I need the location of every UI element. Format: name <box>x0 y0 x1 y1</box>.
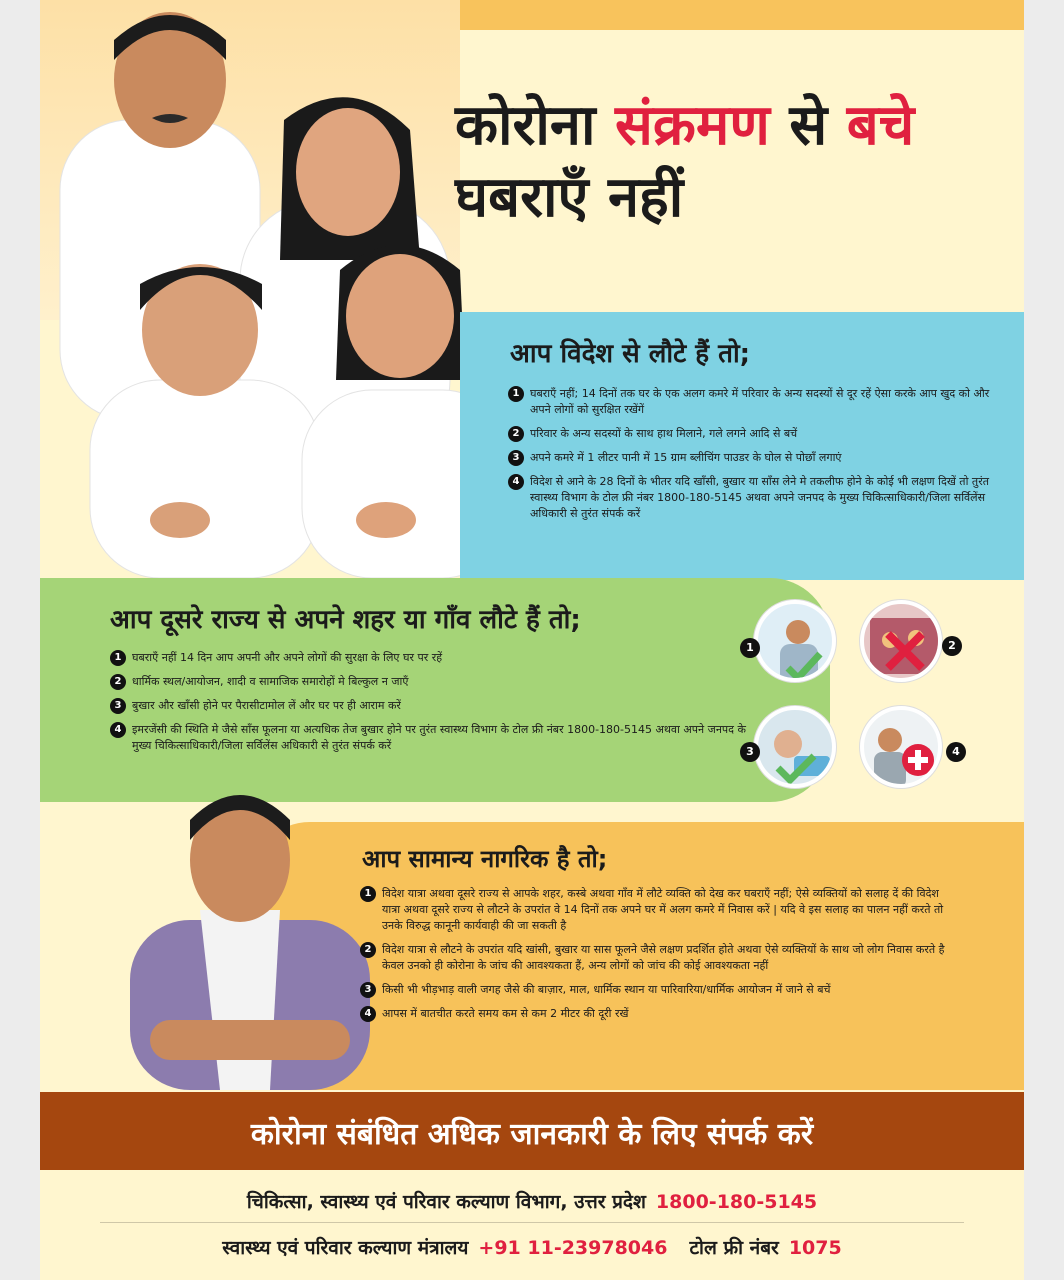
section-citizen-list <box>360 886 960 1030</box>
number-badge: 2 <box>360 942 376 958</box>
illustration-crowd <box>860 600 942 682</box>
headline <box>455 90 1015 234</box>
list-item <box>110 674 750 690</box>
divider <box>100 1222 964 1223</box>
contact-ministry-label: स्वास्थ्य एवं परिवार कल्याण मंत्रालय <box>222 1237 469 1259</box>
section-state-list <box>110 650 750 762</box>
tollfree-label: टोल फ्री नंबर <box>689 1237 779 1259</box>
section-citizen-title: आप सामान्य नागरिक है तो; <box>362 845 608 873</box>
headline-line-2: घबराएँ नहीं <box>455 165 684 230</box>
number-badge: 3 <box>508 450 524 466</box>
headline-line-1 <box>455 90 1015 162</box>
family-photo <box>40 0 510 578</box>
medical-cross-icon <box>864 710 942 788</box>
contact-line-up <box>40 1188 1024 1214</box>
officer-photo <box>80 770 390 1090</box>
list-item-text: परिवार के अन्य सदस्यों के साथ हाथ मिलाने, गले लगने आदि से बचें <box>530 427 798 440</box>
number-badge: 1 <box>360 886 376 902</box>
headline-word: से <box>769 93 847 158</box>
illustration-number: 2 <box>942 636 962 656</box>
check-icon <box>758 710 836 788</box>
list-item <box>508 450 1008 466</box>
section-state-title: आप दूसरे राज्य से अपने शहर या गाँव लौटे हैं तो; <box>110 605 581 635</box>
number-badge: 2 <box>110 674 126 690</box>
list-item <box>360 982 960 998</box>
number-badge: 2 <box>508 426 524 442</box>
list-item-text: धार्मिक स्थल/आयोजन, शादी व सामाजिक समारोहों मे बिल्कुल न जाएँ <box>132 675 409 688</box>
tollfree-number[interactable]: 1075 <box>788 1237 842 1259</box>
top-accent-bar <box>460 0 1024 30</box>
number-badge: 4 <box>360 1006 376 1022</box>
list-item-text: विदेश यात्रा से लौटने के उपरांत यदि खांसी, बुखार या सास फूलने जैसे लक्षण प्रदर्शित होते अथवा ऐसे व्यक्तियों के साथ जो लोग निवास करते है केवल उनको ही कोरोना के जांच की आवश्यकता हैं, अन्य लोगों को जांच की कोई आवश्यकता नहीं <box>382 943 945 972</box>
illustration-emergency <box>860 706 942 788</box>
poster <box>40 0 1024 1280</box>
section-abroad-list <box>508 386 1008 530</box>
illustration-number: 4 <box>946 742 966 762</box>
illustration-number: 1 <box>740 638 760 658</box>
list-item-text: बुखार और खाँसी होने पर पैरासीटामोल लें और घर पर ही आराम करें <box>132 699 401 712</box>
number-badge: 4 <box>508 474 524 490</box>
headline-word-highlight: बचे <box>846 93 915 158</box>
list-item-text: विदेश से आने के 28 दिनों के भीतर यदि खाँसी, बुखार या साँस लेने मे तकलीफ होने के कोई भी लक्षण दिखें तो तुरंत स्वास्थ्य विभाग के टोल फ्री नंबर 1800-180-5145 अथवा अपने जनपद के मुख्य चिकित्साधिकारी/जिला सर्विलेंस अधिकारी से तुरंत संपर्क करें <box>530 475 989 520</box>
illustration-medicine <box>754 706 836 788</box>
illustration-stay-home <box>754 600 836 682</box>
contact-phone[interactable]: 1800-180-5145 <box>655 1191 818 1213</box>
list-item-text: आपस में बातचीत करते समय कम से कम 2 मीटर की दूरी रखें <box>382 1007 629 1020</box>
number-badge: 1 <box>110 650 126 666</box>
list-item <box>360 942 960 974</box>
headline-word-highlight: संक्रमण <box>615 93 770 158</box>
list-item <box>508 426 1008 442</box>
list-item <box>110 698 750 714</box>
footer-title: कोरोना संबंधित अधिक जानकारी के लिए संपर्क करें <box>250 1117 814 1152</box>
list-item-text: घबराएँ नहीं 14 दिन आप अपनी और अपने लोगों की सुरक्षा के लिए घर पर रहें <box>132 651 443 664</box>
number-badge: 3 <box>110 698 126 714</box>
list-item-text: किसी भी भीड़भाड़ वाली जगह जैसे की बाज़ार, माल, धार्मिक स्थान या पारिवारिया/धार्मिक आयोजन में जाने से बचें <box>382 983 831 996</box>
list-item <box>508 474 1008 522</box>
section-abroad-title: आप विदेश से लौटे हैं तो; <box>510 339 751 369</box>
number-badge: 1 <box>508 386 524 402</box>
contact-phone[interactable]: +91 11-23978046 <box>478 1237 668 1259</box>
list-item <box>360 886 960 934</box>
list-item-text: इमरजेंसी की स्थिति मे जैसे साँस फूलना या अत्यधिक तेज बुखार होने पर तुरंत स्वास्थ्य विभाग के टोल फ्री नंबर 1800-180-5145 अथवा अपने जनपद के मुख्य चिकित्साधिकारी/जिला सर्विलेंस अधिकारी से तुरंत संपर्क करें <box>132 723 746 752</box>
list-item <box>360 1006 960 1022</box>
headline-word: कोरोना <box>455 93 616 158</box>
list-item-text: घबराएँ नहीं; 14 दिनों तक घर के एक अलग कमरे में परिवार के अन्य सदस्यों से दूर रहें ऐसा करके आप खुद को और अपने लोगों को सुरक्षित रखेंगें <box>530 387 990 416</box>
list-item-text: अपने कमरे में 1 लीटर पानी में 15 ग्राम ब्लीचिंग पाउडर के घोल से पोछाँ लगाएं <box>530 451 842 464</box>
number-badge: 3 <box>360 982 376 998</box>
contact-line-ministry <box>40 1234 1024 1260</box>
illustration-number: 3 <box>740 742 760 762</box>
list-item <box>508 386 1008 418</box>
list-item <box>110 650 750 666</box>
list-item-text: विदेश यात्रा अथवा दूसरे राज्य से आपके शहर, कस्बे अथवा गाँव में लौटे व्यक्ति को देख कर घबराएँ नहीं; ऐसे व्यक्तियों को सलाह दें की विदेश यात्रा अथवा दूसरे राज्य से लौटने के उपरांत वे 14 दिनों तक अपने घर में अलग कमरे में निवास करें | यदि वे इस सलाह का पालन नहीं करते तो उनके विरुद्ध कानूनी कार्यवाही की जा सकती है <box>382 887 944 932</box>
number-badge: 4 <box>110 722 126 738</box>
cross-icon <box>864 604 942 682</box>
list-item <box>110 722 750 754</box>
contact-dept-label: चिकित्सा, स्वास्थ्य एवं परिवार कल्याण विभाग, उत्तर प्रदेश <box>246 1191 646 1213</box>
